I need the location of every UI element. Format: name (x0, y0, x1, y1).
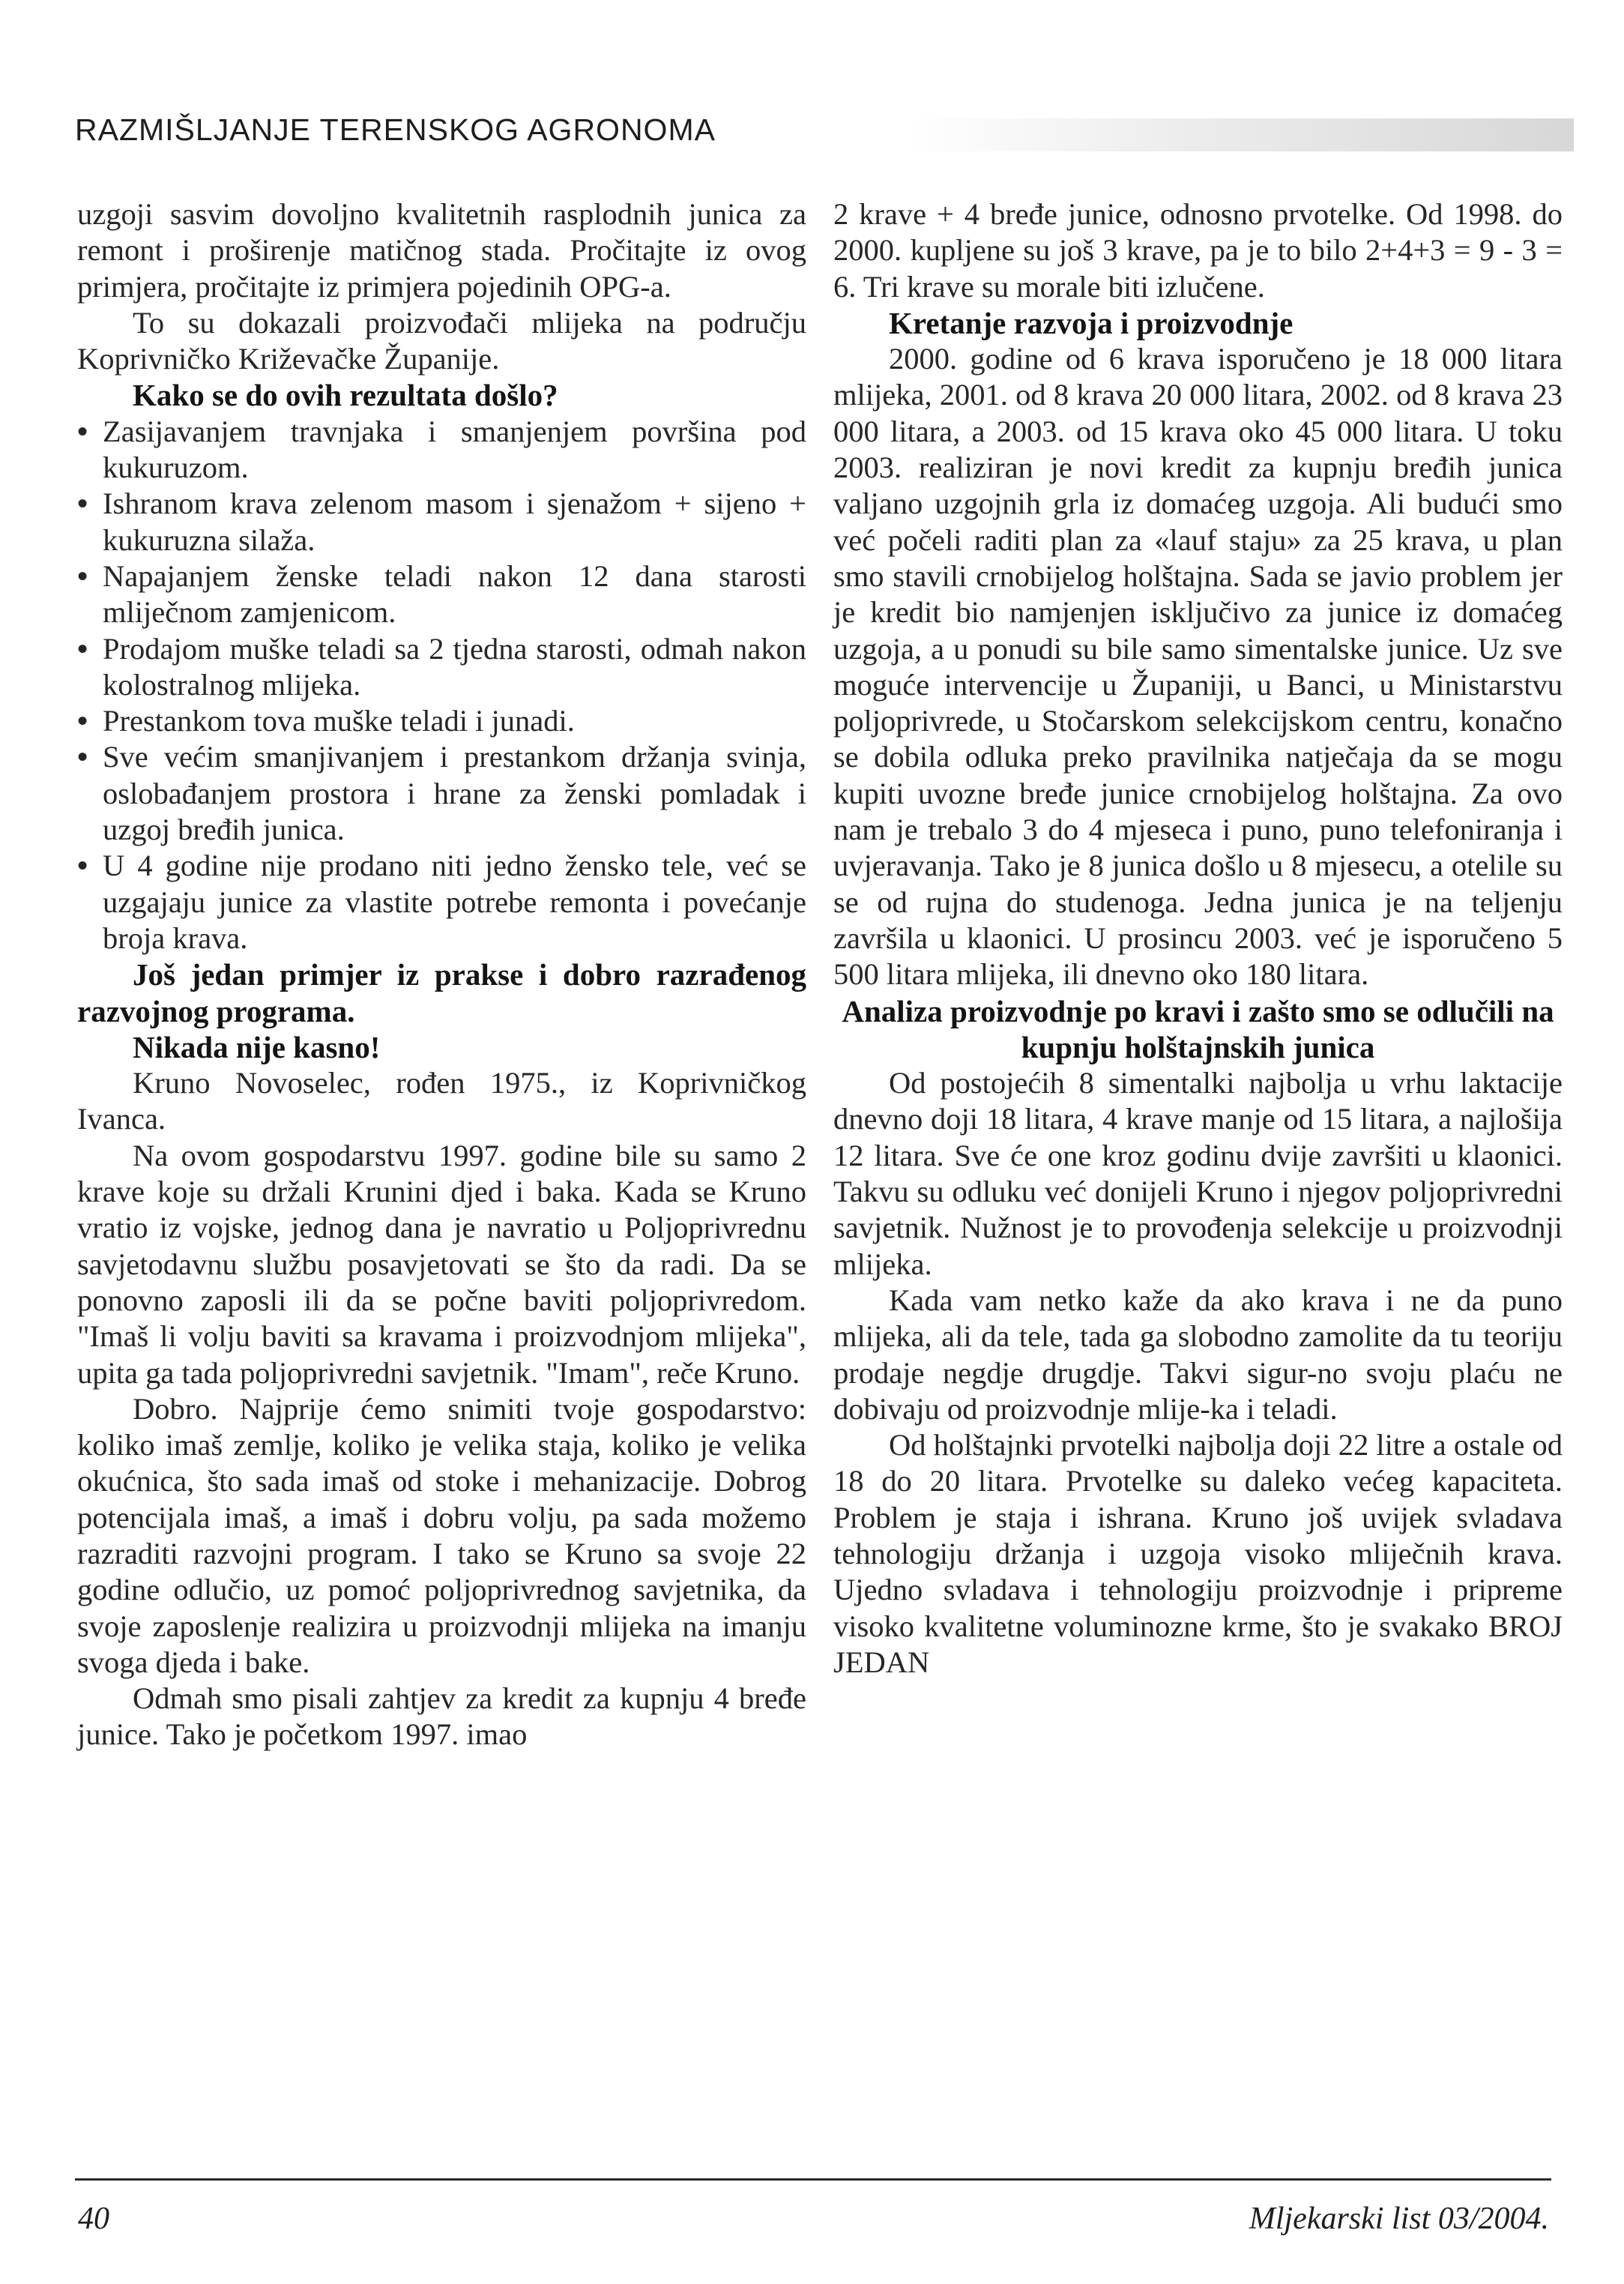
bullet-icon: • (77, 486, 88, 521)
paragraph: Kada vam netko kaže da ako krava i ne da puno mlijeka, ali da tele, tada ga slobodno zamolite da tu teoriju prodaje negdje drugdje. Takvi sigur-no svoju plaću ne dobivaju od proizvodnje mlije-ka i teladi. (833, 1283, 1563, 1426)
list-item (77, 486, 806, 558)
paragraph: Odmah smo pisali zahtjev za kredit za kupnju 4 bređe junice. Tako je početkom 1997. imao (77, 1681, 806, 1752)
bullet-list (77, 414, 806, 956)
list-item (77, 631, 806, 704)
paragraph: Dobro. Najprije ćemo snimiti tvoje gospodarstvo: koliko imaš zemlje, koliko je velika staja, koliko je velika okućnica, što sada imaš od stoke i mehanizacije. Dobrog potencijala imaš, a imaš i dobru volju, pa sada možemo razraditi razvojni program. I tako se Kruno sa svoje 22 godine odlučio, uz pomoć poljoprivrednog savjetnika, da svoje zaposlenje realizira u proizvodnji mlijeka na imanju svoga djeda i bake. (77, 1391, 806, 1679)
section-heading: Analiza proizvodnje po kravi i zašto smo se odlučili na kupnju holštajnskih junica (842, 993, 1554, 1064)
section-heading: Kako se do ovih rezultata došlo? (133, 378, 558, 413)
paragraph: 2 krave + 4 bređe junice, odnosno prvotelke. Od 1998. do 2000. kupljene su još 3 krave, pa je to bilo 2+4+3 = 9 - 3 = 6. Tri krave su morale biti izlučene. (833, 197, 1563, 304)
paragraph: Od postojećih 8 simentalki najbolja u vrhu laktacije dnevno doji 18 litara, 4 krave manje od 15 litara, a najlošija 12 litara. Sve će one kroz godinu dvije završiti u klaonici. Takvu su odluku već donijeli Kruno i njegov poljoprivredni savjetnik. Nužnost je to provođenja selekcije u proizvodnji mlijeka. (833, 1066, 1563, 1281)
header-gray-band (907, 118, 1574, 151)
bullet-icon: • (77, 631, 88, 666)
left-column (77, 196, 806, 1753)
list-item (77, 739, 806, 848)
section-heading: Još jedan primjer iz prakse i dobro razrađenog razvojnog programa. (77, 957, 806, 1028)
list-item-text: Zasijavanjem travnjaka i smanjenjem površina pod kukuruzom. (103, 414, 806, 485)
bullet-icon: • (77, 704, 88, 738)
list-item-text: Napajanjem ženske teladi nakon 12 dana starosti mliječnom zamjenicom. (103, 558, 806, 630)
bullet-icon: • (77, 414, 88, 448)
running-title: RAZMIŠLJANJE TERENSKOG AGRONOMA (75, 112, 716, 147)
journal-issue: Mljekarski list 03/2004. (1249, 2202, 1549, 2236)
paragraph: 2000. godine od 6 krava isporučeno je 18 000 litara mlijeka, 2001. od 8 krava 20 000 litara, 2002. od 8 krava 23 000 litara, a 2003. od 15 krava oko 45 000 litara. U toku 2003. realiziran je novi kredit za kupnju bređih junica valjano uzgojnih grla iz domaćeg uzgoja. Ali budući smo već počeli raditi plan za «lauf staju» za 25 krava, u plan smo stavili crnobijelog holštajna. Sada se javio problem jer je kredit bio namjenjen isključivo za junice iz domaćeg uzgoja, a u ponudi su bile samo simentalske junice. Uz sve moguće intervencije u Županiji, u Banci, u Ministarstvu poljoprivrede, u Stočarskom selekcijskom centru, konačno se dobila odluka preko pravilnika natječaja da se mogu kupiti uvozne bređe junice crnobijelog holštajna. Za ovo nam je trebalo 3 do 4 mjeseca i puno, puno telefoniranja i uvjeravanja. Tako je 8 junica došlo u 8 mjesecu, a otelile su se od rujna do studenoga. Jedna junica je na teljenju završila u klaonici. U prosincu 2003. već je isporučeno 5 500 litara mlijeka, ili dnevno oko 180 litara. (833, 342, 1563, 992)
paragraph: Od holštajnki prvotelki najbolja doji 22 litre a ostale od 18 do 20 litara. Prvotelke su daleko većeg kapaciteta. Problem je staja i ishrana. Kruno još uvijek svladava tehnologiju držanja i uzgoja visoko mliječnih krava. Ujedno svladava i tehnologiju proizvodnje i pripreme visoko kvalitetne voluminozne krme, što je svakako BROJ JEDAN (833, 1428, 1563, 1679)
list-item (77, 703, 806, 739)
paragraph: uzgoji sasvim dovoljno kvalitetnih rasplodnih junica za remont i proširenje matičnog stada. Pročitajte iz ovog primjera, pročitajte iz primjera pojedinih OPG-a. (77, 197, 806, 304)
section-heading: Kretanje razvoja i proizvodnje (889, 305, 1294, 340)
paragraph: To su dokazali proizvođači mlijeka na području Koprivničko Križevačke Županije. (77, 305, 806, 376)
list-item-text: U 4 godine nije prodano niti jedno žensko tele, već se uzgajaju junice za vlastite potrebe remonta i povećanje broja krava. (103, 849, 806, 955)
right-column (833, 196, 1563, 1681)
paragraph: Kruno Novoselec, rođen 1975., iz Koprivničkog Ivanca. (77, 1066, 806, 1136)
list-item-text: Prodajom muške teladi sa 2 tjedna starosti, odmah nakon kolostralnog mlijeka. (103, 631, 806, 702)
footer-divider (75, 2178, 1551, 2181)
list-item (77, 414, 806, 486)
bullet-icon: • (77, 849, 88, 883)
bullet-icon: • (77, 740, 88, 774)
list-item (77, 558, 806, 631)
list-item-text: Prestankom tova muške teladi i junadi. (103, 704, 575, 738)
list-item-text: Sve većim smanjivanjem i prestankom držanja svinja, oslobađanjem prostora i hrane za ženski pomladak i uzgoj bređih junica. (103, 740, 806, 847)
bullet-icon: • (77, 558, 88, 593)
list-item-text: Ishranom krava zelenom masom i sjenažom + sijeno + kukuruzna silaža. (103, 486, 806, 557)
page-number: 40 (78, 2202, 109, 2236)
paragraph: Na ovom gospodarstvu 1997. godine bile su samo 2 krave koje su držali Krunini djed i baka. Kada se Kruno vratio iz vojske, jednog dana je navratio u Poljoprivrednu savjetodavnu službu posavjetovati se što da radi. Da se ponovno zaposli ili da se počne baviti poljoprivredom. "Imaš li volju baviti sa kravama i proizvodnjom mlijeka", upita ga tada poljoprivredni savjetnik. "Imam", reče Kruno. (77, 1138, 806, 1390)
list-item (77, 848, 806, 956)
section-heading: Nikada nije kasno! (133, 1029, 381, 1064)
